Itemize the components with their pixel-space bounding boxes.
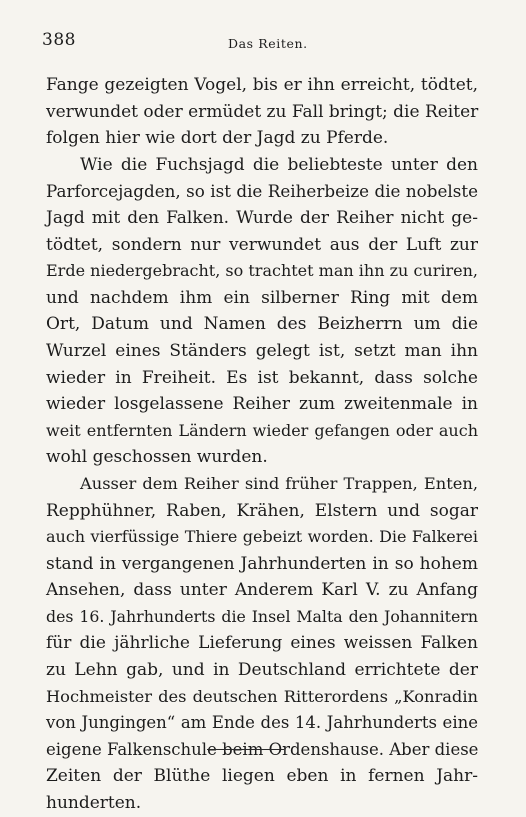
text-line: tödtet, sondern nur verwundet aus der Luft zur <box>46 234 478 255</box>
text-line: Parforcejagden, so ist die Reiherbeize die nobelste <box>46 181 478 202</box>
text-line: wieder in Freiheit. Es ist bekannt, dass solche <box>46 367 478 388</box>
text-line: Wie die Fuchsjagd die beliebteste unter den <box>80 154 478 175</box>
text-line: Ort, Datum und Namen des Beizherrn um die <box>46 314 478 335</box>
text-line: Ansehen, dass unter Anderem Karl V. zu Anfang <box>46 580 478 601</box>
text-line: Hochmeister des deutschen Ritterordens „Konradin <box>46 686 478 706</box>
text-line: wieder losgelassene Reiher zum zweitenmale in <box>46 394 478 415</box>
text-line: Jagd mit den Falken. Wurde der Reiher nicht ge- <box>46 207 478 228</box>
text-line: des 16. Jahrhunderts die Insel Malta den Johannitern <box>46 606 478 626</box>
text-line: Erde niedergebracht, so trachtet man ihn zu curiren, <box>46 261 478 281</box>
text-line: Zeiten der Blüthe liegen eben in fernen Jahr- <box>46 766 478 787</box>
text-line: Ausser dem Reiher sind früher Trappen, Enten, <box>80 473 478 493</box>
text-line: Repphühner, Raben, Krähen, Elstern und sogar <box>46 500 478 521</box>
page-number: 388 <box>42 30 76 50</box>
text-line: für die jährliche Lieferung eines weissen Falken <box>46 633 478 654</box>
text-line: hunderten. <box>46 793 142 814</box>
text-line: und nachdem ihm ein silberner Ring mit dem <box>46 287 478 308</box>
text-line: wohl geschossen wurden. <box>46 447 268 468</box>
running-head: Das Reiten. <box>228 36 308 51</box>
text-line: Wurzel eines Ständers gelegt ist, setzt man ihn <box>46 340 478 361</box>
text-line: verwundet oder ermüdet zu Fall bringt; die Reiter <box>46 101 479 122</box>
text-line: auch vierfüssige Thiere gebeizt worden. Die Falkerei <box>46 527 478 547</box>
text-line: von Jungingen“ am Ende des 14. Jahrhunderts eine <box>46 713 478 733</box>
text-line: weit entfernten Ländern wieder gefangen oder auch <box>46 420 478 440</box>
section-end-rule <box>207 749 284 750</box>
text-line: eigene Falkenschule beim Ordenshause. Aber diese <box>46 739 479 759</box>
text-line: stand in vergangenen Jahrhunderten in so hohem <box>46 553 478 574</box>
text-line: Fange gezeigten Vogel, bis er ihn erreicht, tödtet, <box>46 75 478 95</box>
text-line: folgen hier wie dort der Jagd zu Pferde. <box>46 128 389 149</box>
body-text <box>46 72 478 817</box>
text-line: zu Lehn gab, und in Deutschland errichtete der <box>46 660 478 681</box>
